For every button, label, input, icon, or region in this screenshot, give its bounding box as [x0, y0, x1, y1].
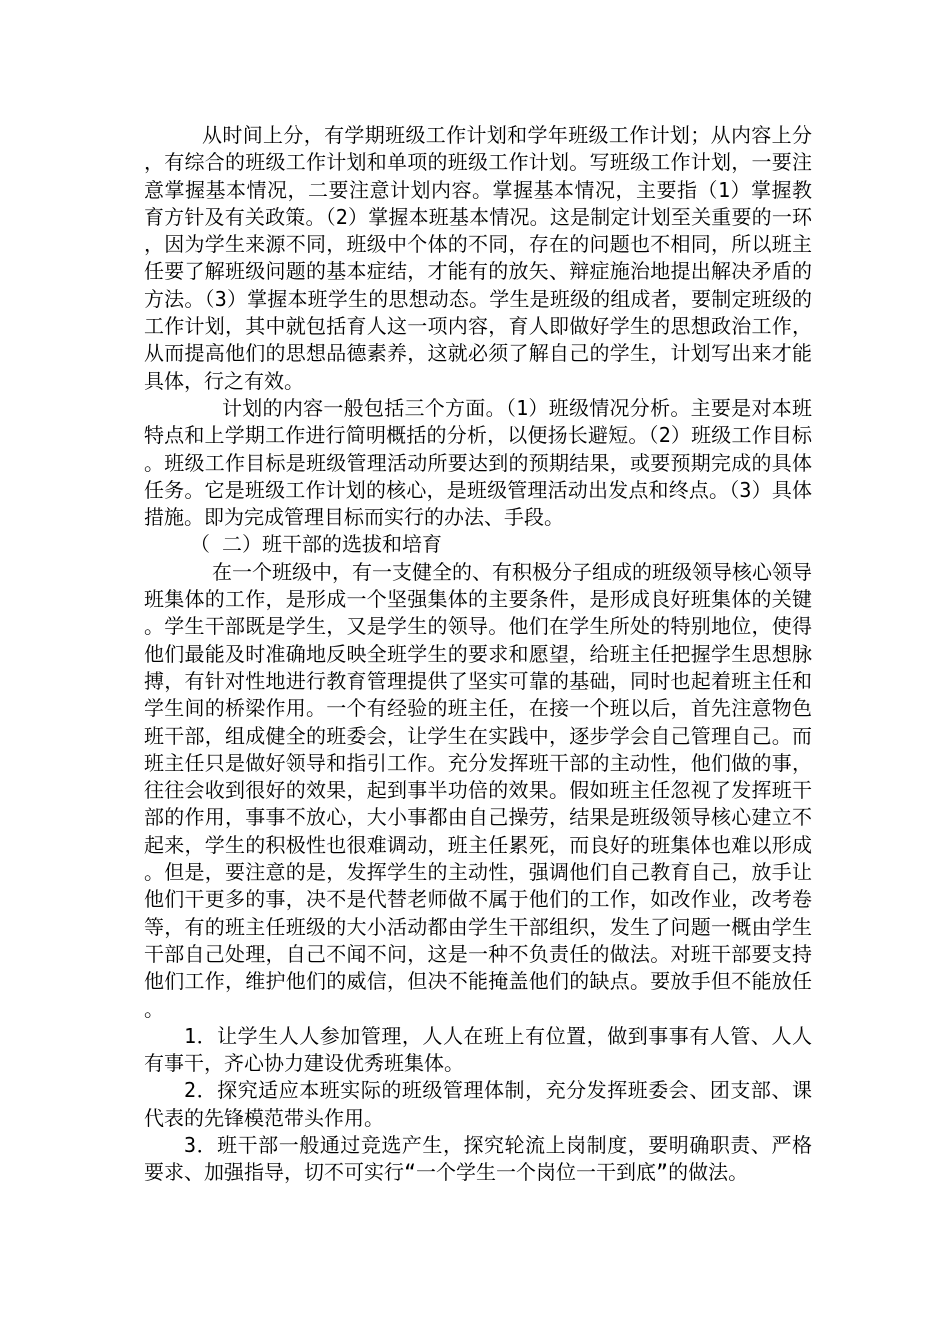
- paragraph-plan-contents: 计划的内容一般包括三个方面。（1）班级情况分析。主要是对本班特点和上学期工作进行简明概括的分析，以便扬长避短。（2）班级工作目标。班级工作目标是班级管理活动所要达到的预期结果，或要预期完成的具体任务。它是班级工作计划的核心，是班级管理活动出发点和终点。（3）具体措施。即为完成管理目标而实行的办法、手段。: [144, 395, 812, 530]
- list-item-3: 3．班干部一般通过竞选产生，探究轮流上岗制度，要明确职责、严格要求、加强指导，切不可实行“一个学生一个岗位一干到底”的做法。: [144, 1132, 812, 1185]
- paragraph-class-cadres: 在一个班级中，有一支健全的、有积极分子组成的班级领导核心领导班集体的工作，是形成一个坚强集体的主要条件，是形成良好班集体的关键。学生干部既是学生，又是学生的领导。他们在学生所处的特别地位，使得他们最能及时准确地反映全班学生的要求和愿望，给班主任把握学生思想脉搏，有针对性地进行教育管理提供了坚实可靠的基础，同时也起着班主任和学生间的桥梁作用。一个有经验的班主任，在接一个班以后，首先注意物色班干部，组成健全的班委会，让学生在实践中，逐步学会自己管理自己。而班主任只是做好领导和指引工作。充分发挥班干部的主动性，他们做的事，往往会收到很好的效果，起到事半功倍的效果。假如班主任忽视了发挥班干部的作用，事事不放心，大小事都由自己操劳，结果是班级领导核心建立不起来，学生的积极性也很难调动，班主任累死，而良好的班集体也难以形成。但是，要注意的是，发挥学生的主动性，强调他们自己教育自己，放手让他们干更多的事，决不是代替老师做不属于他们的工作，如改作业，改考卷等，有的班主任班级的大小活动都由学生干部组织，发生了问题一概由学生干部自己处理，自己不闻不问，这是一种不负责任的做法。对班干部要支持他们工作，维护他们的威信，但决不能掩盖他们的缺点。要放手但不能放任。: [144, 559, 812, 1021]
- list-item-2: 2．探究适应本班实际的班级管理体制，充分发挥班委会、团支部、课代表的先锋模范带头作用。: [144, 1078, 812, 1130]
- paragraph-work-plan-types: 从时间上分，有学期班级工作计划和学年班级工作计划；从内容上分，有综合的班级工作计划和单项的班级工作计划。写班级工作计划，一要注意掌握基本情况，二要注意计划内容。掌握基本情况，主要指（1）掌握教育方针及有关政策。（2）掌握本班基本情况。这是制定计划至关重要的一环，因为学生来源不同，班级中个体的不同，存在的问题也不相同，所以班主任要了解班级问题的基本症结，才能有的放矢、辩症施治地提出解决矛盾的方法。（3）掌握本班学生的思想动态。学生是班级的组成者，要制定班级的工作计划，其中就包括育人这一项内容，育人即做好学生的思想政治工作，从而提高他们的思想品德素养，这就必须了解自己的学生，计划写出来才能具体，行之有效。: [144, 123, 812, 393]
- section-heading-class-cadres: （ 二）班干部的选拔和培育: [190, 532, 443, 557]
- list-item-1: 1．让学生人人参加管理，人人在班上有位置，做到事事有人管、人人有事干，齐心协力建设优秀班集体。: [144, 1023, 812, 1076]
- document-body: [144, 122, 812, 1187]
